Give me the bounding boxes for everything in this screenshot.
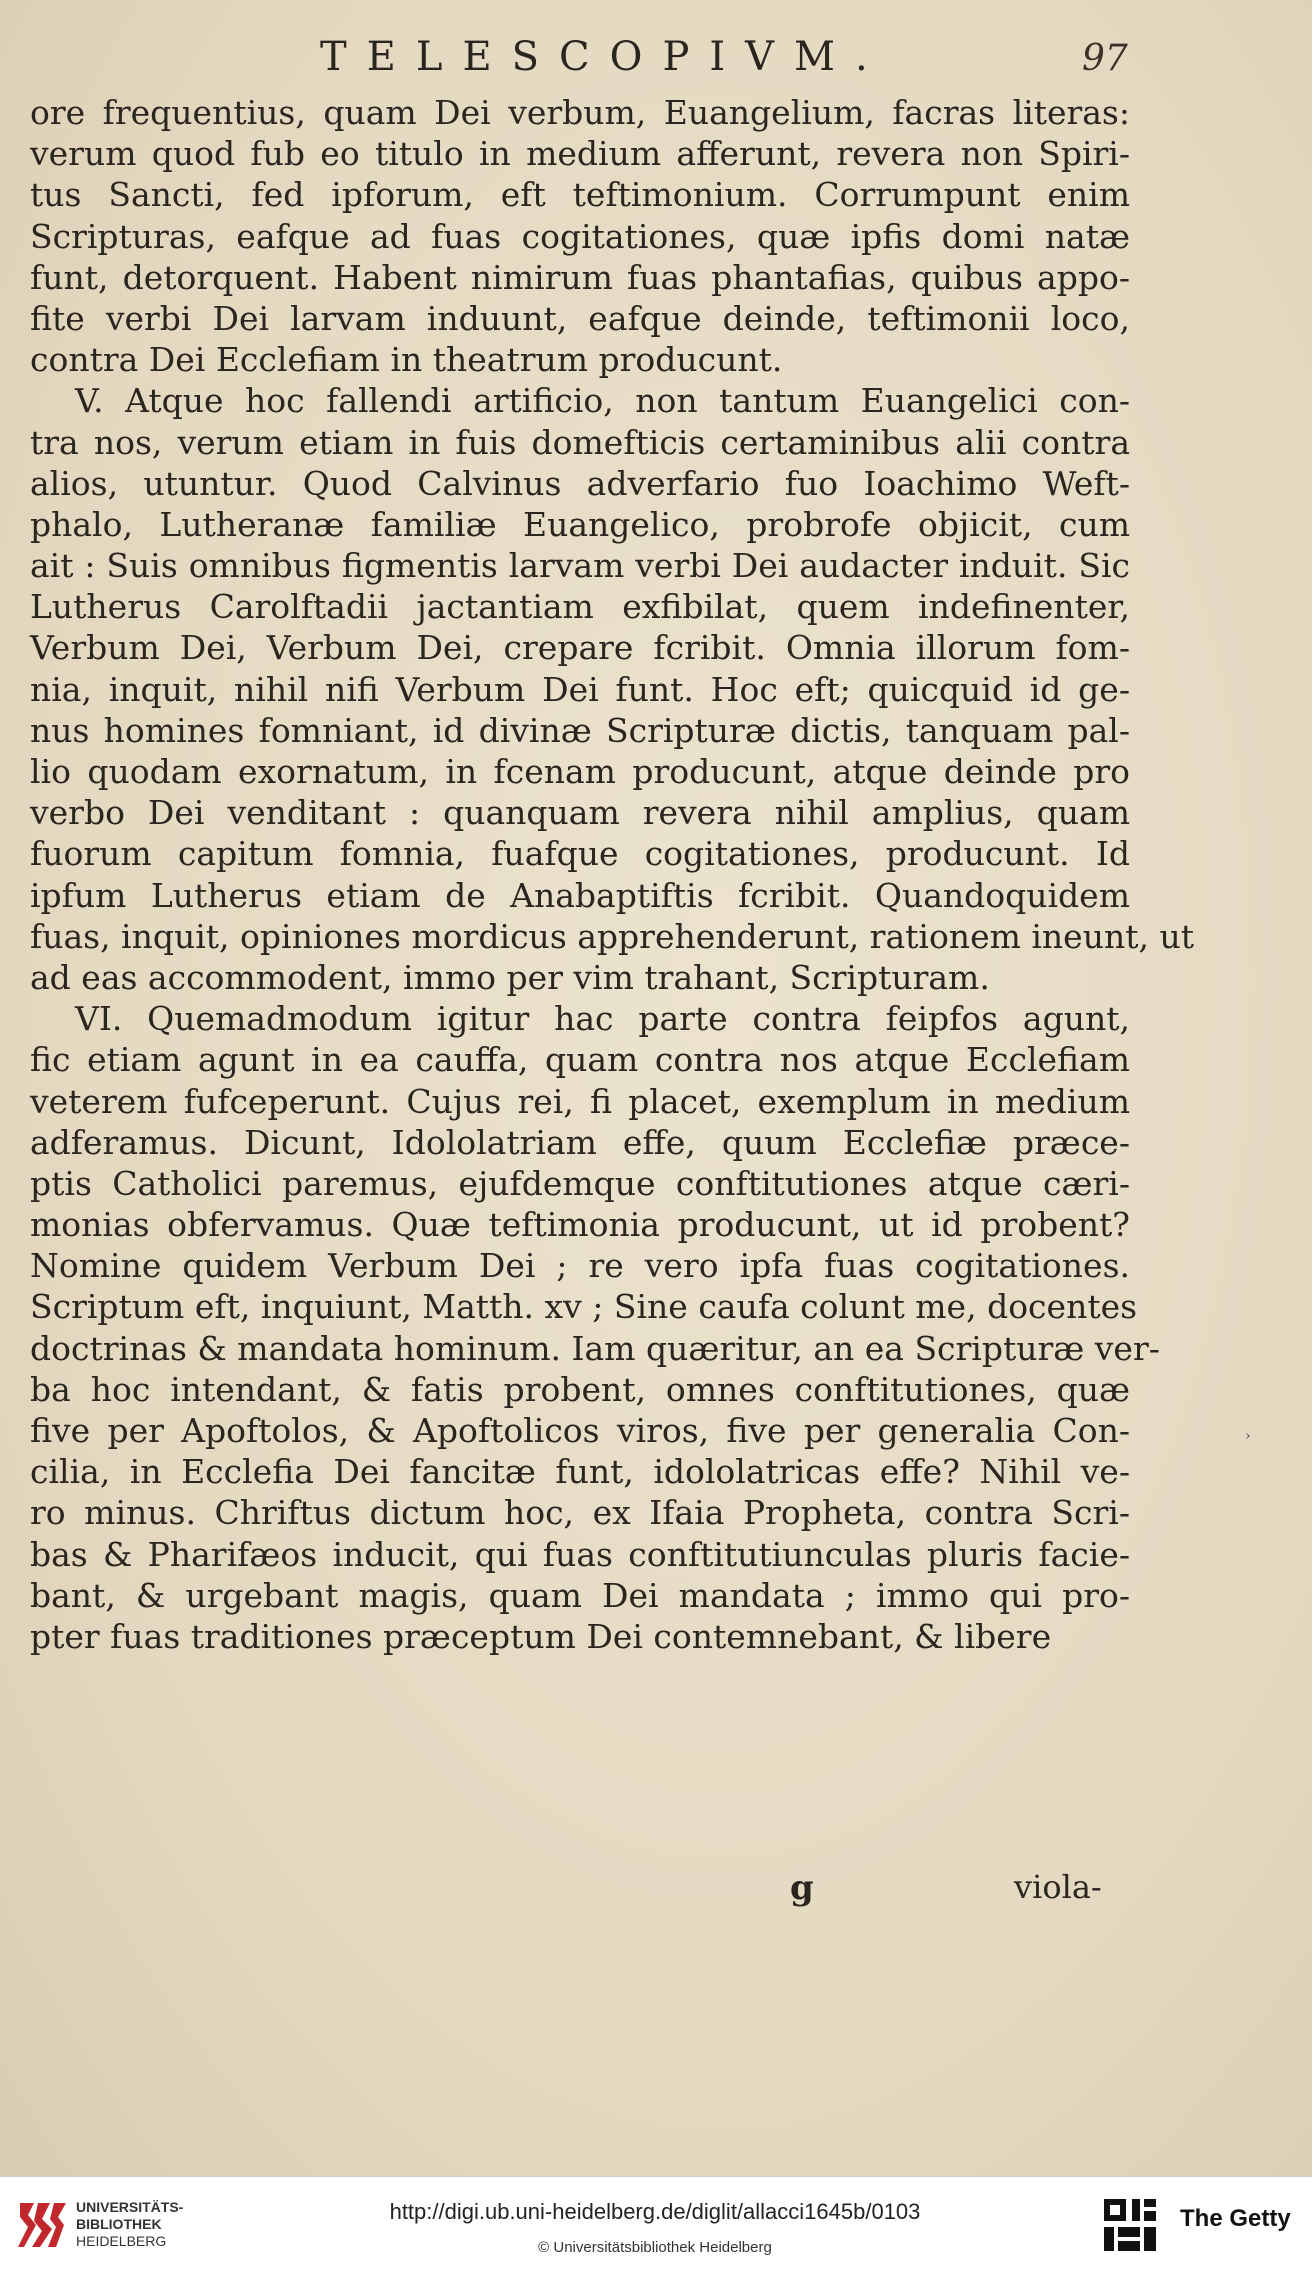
text-line: alios, utuntur. Quod Calvinus adverfario fuo Ioachimo Weft- [30,463,1130,503]
text-line: nus homines fomniant, id divinæ Scripturæ dictis, tanquam pal- [30,710,1130,750]
text-line: doctrinas & mandata hominum. Iam quæritur, an ea Scripturæ ver- [30,1328,1160,1368]
viewer-footer [0,2176,1312,2274]
margin-mark: › [1245,1428,1251,1444]
text-line: phalo, Lutheranæ familiæ Euangelico, probrofe objicit, cum [30,504,1130,544]
library-name-line: BIBLIOTHEK [76,2216,162,2232]
text-line: Lutherus Carolftadii jactantiam exfibilat, quem indefinenter, [30,587,1130,627]
text-line: verum quod fub eo titulo in medium afferunt, revera non Spiri- [30,134,1130,174]
text-line: bas & Pharifæos inducit, qui fuas conftitutiunculas pluris facie- [30,1534,1130,1574]
text-line: veterem fufceperunt. Cujus rei, fi placet, exemplum in medium [30,1081,1130,1121]
text-line: tra nos, verum etiam in fuis domefticis certaminibus alii contra [30,422,1130,462]
text-line: verbo Dei venditant : quanquam revera nihil amplius, quam [30,793,1130,833]
catchword: viola- [1014,1868,1102,1906]
text-line: nia, inquit, nihil nifi Verbum Dei funt. Hoc eft; quicquid id ge- [30,669,1130,709]
text-line: monias obfervamus. Quæ teftimonia producunt, ut id probent? [30,1205,1130,1245]
text-line: VI. Quemadmodum igitur hac parte contra feipfos agunt, [75,999,1130,1039]
library-name-line: UNIVERSITÄTS- [76,2199,184,2215]
text-line: contra Dei Ecclefiam in theatrum producunt. [30,340,783,380]
getty-logo-icon [1102,2195,1158,2255]
text-line: ore frequentius, quam Dei verbum, Euangelium, facras literas: [30,93,1130,132]
text-line: ptis Catholici paremus, ejufdemque conftitutiones atque cæri- [30,1163,1130,1203]
text-line: funt, detorquent. Habent nimirum fuas phantafias, quibus appo- [30,257,1130,297]
text-line: cilia, in Ecclefia Dei fancitæ funt, idololatricas effe? Nihil ve- [30,1452,1130,1492]
text-line: tus Sancti, fed ipforum, eft teftimonium. Corrumpunt enim [30,175,1130,215]
text-line: bant, & urgebant magis, quam Dei mandata ; immo qui pro- [30,1575,1130,1615]
text-line: pter fuas traditiones præceptum Dei contemnebant, & libere [30,1616,1052,1656]
library-name [76,2199,236,2250]
text-line: ipfum Lutherus etiam de Anabaptiftis fcribit. Quandoquidem [30,875,1130,915]
text-line: fuas, inquit, opiniones mordicus apprehenderunt, rationem ineunt, ut [30,916,1194,956]
running-title: TELESCOPIVM. [320,34,888,80]
text-line: fic etiam agunt in ea cauffa, quam contra nos atque Ecclefiam [30,1040,1130,1080]
signature-line [0,1868,1312,1912]
page-number: 97 [1082,38,1128,79]
text-line: V. Atque hoc fallendi artificio, non tantum Euangelici con- [75,381,1130,421]
partner-name: The Getty [1180,2205,1291,2232]
text-line: fuorum capitum fomnia, fuafque cogitationes, producunt. Id [30,834,1130,874]
text-line: Verbum Dei, Verbum Dei, crepare fcribit. Omnia illorum fom- [30,628,1130,668]
text-line: ad eas accommodent, immo per vim trahant, Scripturam. [30,957,990,997]
text-line: adferamus. Dicunt, Idololatriam effe, quum Ecclefiæ præce- [30,1122,1130,1162]
body-text [30,92,1194,1657]
copyright-notice: © Universitätsbibliothek Heidelberg [538,2239,772,2256]
text-line: Nomine quidem Verbum Dei ; re vero ipfa fuas cogitationes. [30,1246,1130,1286]
library-name-line: HEIDELBERG [76,2233,167,2249]
permalink-url[interactable]: http://digi.ub.uni-heidelberg.de/diglit/allacci1645b/0103 [389,2199,921,2224]
text-line: ro minus. Chriftus dictum hoc, ex Ifaia Propheta, contra Scri- [30,1493,1130,1533]
text-line: fite verbi Dei larvam induunt, eafque deinde, teftimonii loco, [30,298,1130,338]
text-line: ait : Suis omnibus figmentis larvam verbi Dei audacter induit. Sic [30,546,1130,586]
text-line: lio quodam exornatum, in fcenam producunt, atque deinde pro [30,752,1130,791]
text-line: Scriptum eft, inquiunt, Matth. xv ; Sine caufa colunt me, docentes [30,1287,1138,1327]
signature-mark: g [790,1868,814,1908]
university-library-logo-icon [14,2195,70,2255]
text-line: ba hoc intendant, & fatis probent, omnes conftitutiones, quæ [30,1369,1130,1409]
running-head [0,34,1312,82]
text-line: five per Apoftolos, & Apoftolicos viros, five per generalia Con- [30,1411,1130,1450]
text-line: Scripturas, eafque ad fuas cogitationes, quæ ipfis domi natæ [30,216,1130,256]
